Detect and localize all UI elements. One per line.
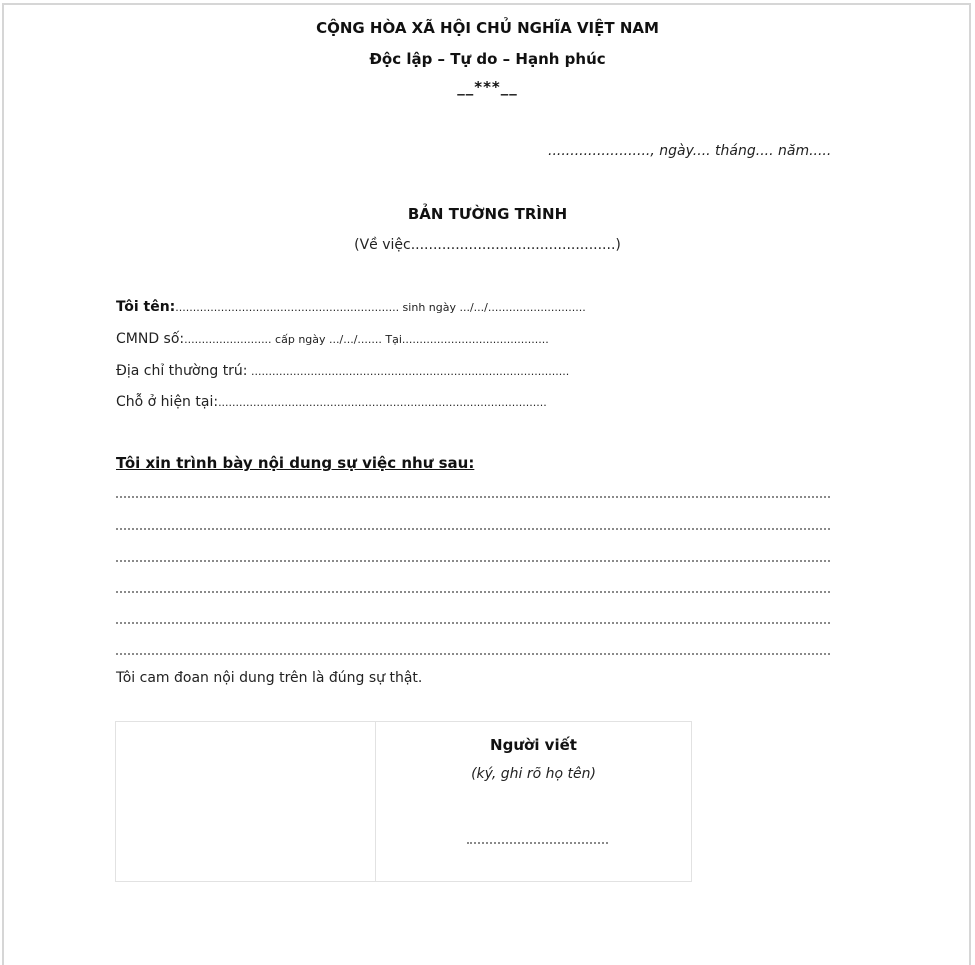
field-value[interactable]: ......................... cấp ngày .../.../....... Tại..........................................: [184, 333, 549, 346]
blank-line[interactable]: [116, 591, 830, 593]
blank-line[interactable]: [116, 622, 830, 624]
signature-cell: [376, 722, 691, 881]
place-date-line: ......................., ngày.... tháng.... năm.....: [548, 143, 832, 159]
field-label: CMND số:: [116, 331, 185, 347]
document-title: BẢN TƯỜNG TRÌNH: [407, 205, 568, 223]
pledge-statement: Tôi cam đoan nội dung trên là đúng sự thật.: [116, 670, 423, 686]
national-title: CỘNG HÒA XÃ HỘI CHỦ NGHĨA VIỆT NAM: [316, 19, 659, 37]
field-label: Địa chỉ thường trú:: [116, 363, 248, 379]
field-value[interactable]: ................................................................ sinh ngày .../.../............................: [175, 301, 586, 314]
field-current-residence: [116, 394, 547, 410]
blank-line[interactable]: [116, 560, 830, 562]
field-value[interactable]: ..............................................................................................: [218, 396, 547, 409]
subject-line: (Về việc..............................................): [354, 237, 621, 253]
signer-label: Người viết: [490, 736, 577, 754]
national-motto: Độc lập – Tự do – Hạnh phúc: [369, 50, 606, 68]
signer-hint: (ký, ghi rõ họ tên): [471, 766, 596, 782]
signature-line[interactable]: [467, 842, 608, 844]
ornament-divider: __***__: [457, 78, 518, 96]
field-id-card: [116, 331, 549, 347]
field-full-name: [116, 299, 586, 315]
content-heading: Tôi xin trình bày nội dung sự việc như sau:: [116, 454, 475, 472]
blank-line[interactable]: [116, 653, 830, 655]
blank-line[interactable]: [116, 528, 830, 530]
blank-line[interactable]: [116, 496, 830, 498]
signature-table: [115, 721, 692, 882]
field-value[interactable]: ...........................................................................................: [247, 365, 570, 378]
field-label: Chỗ ở hiện tại:: [116, 394, 219, 410]
field-label: Tôi tên:: [116, 299, 176, 315]
field-permanent-address: [116, 363, 569, 379]
